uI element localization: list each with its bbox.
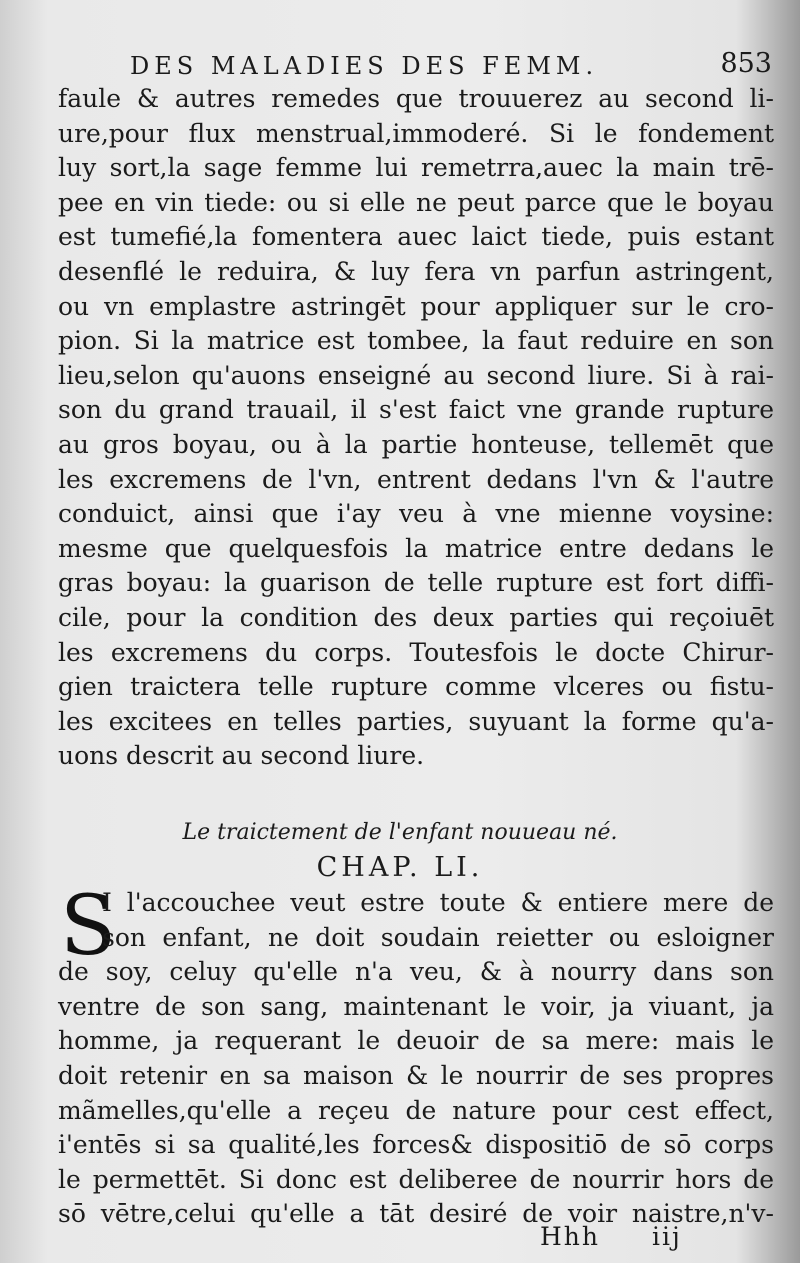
text-line: les excitees en telles parties, suyuant la forme qu'a- <box>58 706 774 736</box>
text-line: desenflé le reduira, & luy fera vn parfun astringent, <box>58 256 774 286</box>
text-line: ure,pour flux menstrual,immoderé. Si le fondement <box>58 118 774 148</box>
paragraph-1 <box>58 82 774 774</box>
signature-letters: Hhh <box>540 1222 601 1251</box>
text-line: faule & autres remedes que trouuerez au second li- <box>58 84 774 113</box>
drop-cap: S <box>60 879 117 974</box>
chapter-label: CHAP. LI. <box>316 852 484 883</box>
text-line: mesme que quelquesfois la matrice entre dedans le <box>58 533 774 563</box>
text-line: uons descrit au second liure. <box>58 741 425 771</box>
text-line: cile, pour la condition des deux parties qui reçoiuēt <box>58 602 774 632</box>
text-line: le permettēt. Si donc est deliberee de nourrir hors de <box>58 1164 774 1194</box>
text-line: de soy, celuy qu'elle n'a veu, & à nourry dans son <box>58 957 774 987</box>
text-line: pee en vin tiede: ou si elle ne peut parce que le boyau <box>58 187 774 217</box>
text-line: les excremens du corps. Toutesfois le docte Chirur- <box>58 637 774 667</box>
signature-number: iij <box>652 1222 682 1251</box>
page-number: 853 <box>720 48 772 79</box>
text-line: I l'accouchee veut estre toute & entiere mere de <box>102 888 774 917</box>
text-line: conduict, ainsi que i'ay veu à vne mienne voysine: <box>58 499 774 529</box>
running-title: DES MALADIES DES FEMM. <box>130 52 599 80</box>
running-head <box>130 48 772 86</box>
paragraph-2 <box>58 879 774 1232</box>
text-line: sō vētre,celui qu'elle a tāt desiré de voir naistre,n'v- <box>58 1199 774 1229</box>
text-line: son du grand trauail, il s'est faict vne grande rupture <box>58 395 774 425</box>
text-line: les excremens de l'vn, entrent dedans l'vn & l'autre <box>58 464 774 494</box>
text-line: gras boyau: la guarison de telle rupture est fort diffi- <box>58 568 774 598</box>
text-line: lieu,selon qu'auons enseigné au second liure. Si à rai- <box>58 360 774 390</box>
text-line: luy sort,la sage femme lui remetrra,auec la main trē- <box>58 153 774 183</box>
text-line: pion. Si la matrice est tombee, la faut reduire en son <box>58 326 774 356</box>
text-line: homme, ja requerant le deuoir de sa mere: mais le <box>58 1026 774 1056</box>
text-line: ventre de son sang, maintenant le voir, ja viuant, ja <box>58 991 774 1021</box>
text-line: au gros boyau, ou à la partie honteuse, tellemēt que <box>58 429 774 459</box>
text-line: i'entēs si sa qualité,les forces& dispositiō de sō corps <box>58 1130 774 1160</box>
signature-mark <box>540 1222 734 1251</box>
text-line: ou vn emplastre astringēt pour appliquer sur le cro- <box>58 291 774 321</box>
text-line: doit retenir en sa maison & le nourrir de ses propres <box>58 1060 774 1090</box>
text-line: mãmelles,qu'elle a reçeu de nature pour cest effect, <box>58 1095 774 1125</box>
text-line: son enfant, ne doit soudain reietter ou esloigner <box>102 922 774 952</box>
text-line: gien traictera telle rupture comme vlceres ou fistu- <box>58 672 774 702</box>
text-line: est tumefié,la fomentera auec laict tiede, puis estant <box>58 222 774 252</box>
section-title: Le traictement de l'enfant nouueau né. <box>182 820 618 845</box>
